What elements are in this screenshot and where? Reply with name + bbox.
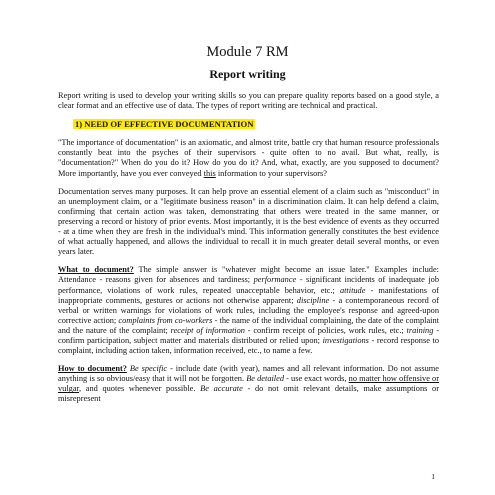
underlined-word: this (203, 168, 216, 178)
paragraph-text: - confirm receipt of policies, work rules, etc.; (244, 325, 407, 335)
paragraph-text: - confirm participation, subject matter and materials distributed or relied upon; (58, 325, 439, 345)
paragraph-text: - do not omit relevant details, make assumptions or misrepresent (58, 384, 440, 404)
term-italic: training (406, 325, 434, 335)
paragraph-what-to-document (58, 265, 439, 356)
paragraph-text: - the name of the individual complaining, the date of the complaint and the nature of the complaint; (58, 315, 439, 335)
paragraph-importance (58, 138, 439, 178)
section-heading (73, 119, 439, 129)
paragraph-text: - manifestations of inappropriate comments, gestures or actions not otherwise apparent; (58, 285, 439, 305)
paragraph-text: - a contemporaneous record of verbal or written warnings for violations of work rules, including the employee's response and agreed-upon corrective action; (58, 295, 439, 325)
module-title: Module 7 RM (206, 44, 289, 60)
paragraph-text: "The importance of documentation" is an axiomatic, and almost trite, battle cry that human resource professionals constantly beat into the psyches of their supervisors - quite often to no avail. But what, really, is "documentation?" When do you do it? How do you do it? And, what, exactly, are you supposed to document? More importantly, have you ever conveyed (58, 138, 439, 178)
term-italic: receipt of information (170, 325, 245, 335)
paragraph-text: - include date (with year), names and all relevant information. Do not assume anything is so obvious/easy that it will not be forgotten. (58, 364, 439, 384)
document-title: Report writing (209, 67, 286, 81)
paragraph-text: information to your supervisors? (215, 168, 327, 178)
term-italic: complaints from co-workers (118, 315, 213, 325)
document-body (58, 91, 439, 413)
term-italic: Be specific (129, 364, 168, 374)
paragraph-text: - use exact words, (284, 374, 349, 384)
paragraph-text: - record response to complaint, including action taken, information received, etc., to name a few. (58, 335, 439, 356)
paragraph-text: The simple answer is "whatever might become an issue later." Examples include: Attendance - reasons given for absences and tardiness; (58, 265, 439, 285)
term-italic: attitude (339, 285, 366, 295)
term-italic: performance (253, 275, 297, 285)
term-italic: Be accurate (200, 384, 243, 394)
paragraph-purposes: Documentation serves many purposes. It can help prove an essential element of a claim such as "misconduct" in an unemployment claim, or a "legitimate business reason" in a discrimination claim. It can help defend a claim, confirming that certain action was taken, demonstrating that others were treated in the same manner, or preserving a record or history of prior events. Most importantly, it is the best evidence of events as they occurred - at a time when they are fresh in the individual's mind. This information generally constitutes the best evidence of what actually happened, and allows the individual to recall it in much greater detail several months, or even years later. (58, 186, 439, 257)
intro-paragraph: Report writing is used to develop your writing skills so you can prepare quality reports based on a good style, a clear format and an effective use of data. The types of report writing are technical and practical. (58, 91, 439, 111)
question-heading: What to document? (58, 265, 134, 275)
section-heading-highlight: 1) NEED OF EFFECTIVE DOCUMENTATION (75, 119, 254, 130)
paragraph-how-to-document (58, 364, 439, 404)
term-italic: investigations (322, 335, 369, 345)
page-number: 1 (431, 472, 435, 481)
underlined-phrase: no matter how offensive or vulgar (58, 374, 440, 394)
paragraph-text: - significant incidents of inadequate job performance, violations of work rules, repeated unacceptable behavior, etc.; (58, 275, 439, 295)
term-italic: Be detailed (246, 374, 285, 384)
question-heading: How to document? (58, 364, 127, 374)
paragraph-text: , and quotes whenever possible. (78, 384, 201, 394)
term-italic: discipline (296, 295, 330, 305)
